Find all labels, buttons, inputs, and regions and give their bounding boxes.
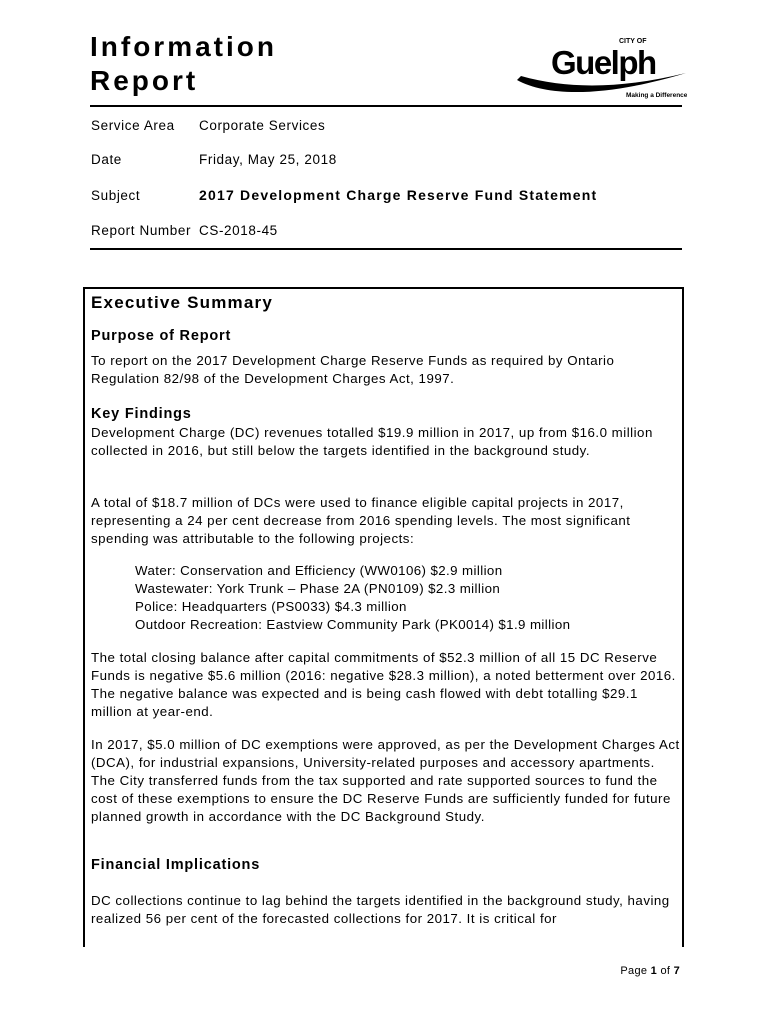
meta-value-service-area: Corporate Services bbox=[199, 118, 326, 133]
page-word: Page bbox=[620, 965, 648, 977]
meta-label-service-area: Service Area bbox=[91, 118, 175, 133]
meta-label-date: Date bbox=[91, 152, 122, 167]
page-number: 1 bbox=[650, 965, 658, 977]
purpose-heading: Purpose of Report bbox=[91, 328, 232, 344]
executive-summary-heading: Executive Summary bbox=[91, 293, 273, 312]
key-findings-paragraph-4: In 2017, $5.0 million of DC exemptions were approved, as per the Development Charges Act (DCA), for industrial expansions, University-related purposes and accessory apartments. The City transferred funds from the tax supported and rate supported sources to fund the cost of these exemptions to ensure the DC Reserve Funds are sufficiently funded for future planned growth in accordance with the DC Background Study. bbox=[91, 737, 680, 824]
page-total: 7 bbox=[673, 965, 680, 977]
project-list bbox=[135, 562, 570, 634]
of-word: of bbox=[660, 965, 671, 977]
financial-implications-text: DC collections continue to lag behind the targets identified in the background study, having realized 56 per cent of the forecasted collections for 2017. It is critical for bbox=[91, 893, 670, 926]
key-findings-paragraph-2: A total of $18.7 million of DCs were used to finance eligible capital projects in 2017, representing a 24 per cent decrease from 2016 spending levels. The most significant spending was attributable to the following projects: bbox=[91, 495, 631, 546]
key-findings-paragraph-1: Development Charge (DC) revenues totalled $19.9 million in 2017, up from $16.0 million collected in 2016, but still below the targets identified in the background study. bbox=[91, 425, 653, 458]
meta-row-report-number bbox=[91, 223, 278, 238]
list-item: Police: Headquarters (PS0033) $4.3 million bbox=[135, 599, 407, 614]
key-findings-paragraph-3: The total closing balance after capital commitments of $52.3 million of all 15 DC Reserve Funds is negative $5.6 million (2016: negative $28.3 million), a noted betterment over 2016. The negative balance was expected and is being cash flowed with debt totalling $29.1 million at year-end. bbox=[91, 650, 676, 719]
key-findings-heading: Key Findings bbox=[91, 406, 192, 422]
list-item: Wastewater: York Trunk – Phase 2A (PN0109) $2.3 million bbox=[135, 581, 501, 596]
logo-tagline: Making a Difference bbox=[626, 92, 687, 99]
title-line-2: Report bbox=[90, 65, 199, 96]
header-rule-bottom bbox=[90, 248, 682, 250]
page-footer bbox=[620, 965, 680, 977]
meta-value-subject: 2017 Development Charge Reserve Fund Statement bbox=[199, 187, 598, 203]
logo-name: Guelph bbox=[551, 44, 656, 81]
meta-row-subject bbox=[91, 187, 597, 203]
meta-label-subject: Subject bbox=[91, 188, 141, 203]
meta-value-date: Friday, May 25, 2018 bbox=[199, 152, 337, 167]
meta-row-date bbox=[91, 152, 337, 167]
list-item: Outdoor Recreation: Eastview Community Park (PK0014) $1.9 million bbox=[135, 617, 571, 632]
list-item: Water: Conservation and Efficiency (WW0106) $2.9 million bbox=[135, 563, 503, 578]
logo-city-of: CITY OF bbox=[619, 38, 647, 45]
purpose-text: To report on the 2017 Development Charge Reserve Funds as required by Ontario Regulation 82/98 of the Development Charges Act, 1997. bbox=[91, 353, 615, 386]
meta-label-report-number: Report Number bbox=[91, 223, 192, 238]
city-of-guelph-logo bbox=[515, 26, 687, 102]
meta-value-report-number: CS-2018-45 bbox=[199, 223, 278, 238]
header-rule-top bbox=[90, 105, 682, 107]
meta-row-service-area bbox=[91, 118, 325, 133]
title-line-1: Information bbox=[90, 31, 277, 62]
report-title bbox=[90, 30, 277, 98]
financial-implications-heading: Financial Implications bbox=[91, 857, 261, 873]
